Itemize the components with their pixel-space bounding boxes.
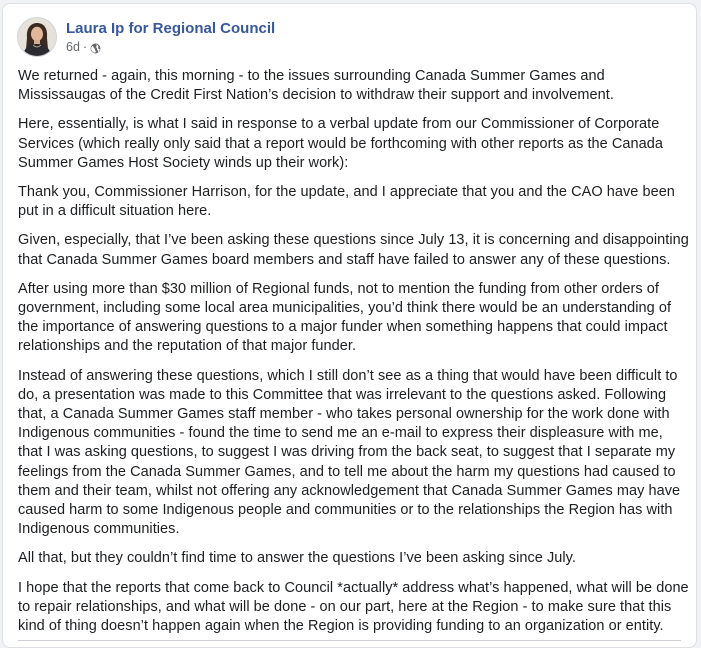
post-paragraph: Given, especially, that I’ve been asking these questions since July 13, it is concerning and disappointing that Canada Summer Games board members and staff have failed to answer any of these questions.	[18, 232, 689, 268]
avatar[interactable]	[17, 17, 57, 57]
globe-icon[interactable]	[90, 42, 101, 53]
post-divider	[18, 640, 681, 641]
post-paragraph: After using more than $30 million of Regional funds, not to mention the funding from other orders of government, including some local area municipalities, you’d think there would be an understanding of the importance of answering questions to a major funder when something happens that could impact relationships and the reputation of that major funder.	[18, 280, 672, 355]
post-card	[2, 3, 697, 648]
post-paragraph: All that, but they couldn’t find time to answer the questions I’ve been asking since July.	[18, 550, 576, 567]
post-paragraph: Thank you, Commissioner Harrison, for the update, and I appreciate that you and the CAO have been put in a difficult situation here.	[18, 184, 675, 220]
post-header	[17, 16, 275, 58]
post-text	[18, 67, 690, 646]
post-paragraph: Instead of answering these questions, which I still don’t see as a thing that would have been difficult to do, a presentation was made to this Committee that was irrelevant to the questions asked. Following that, a Canada Summer Games staff member - who takes personal ownership for the work done with Indigenous communities - found the time to send me an e-mail to express their displeasure with me, that I was asking questions, to suggest I was driving from the back seat, to suggest that I separate my feelings from the Canada Summer Games, and to tell me about the harm my questions had caused to them and their team, whilst not offering any acknowledgement that Canada Summer Games may have caused harm to some Indigenous people and communities or to the relationships the Region has with Indigenous communities.	[18, 367, 681, 538]
post-paragraph: We returned - again, this morning - to the issues surrounding Canada Summer Games and Mississaugas of the Credit First Nation’s decision to withdraw their support and involvement.	[18, 68, 614, 104]
post-paragraph: Here, essentially, is what I said in response to a verbal update from our Commissioner of Corporate Services (which really only said that a report would be forthcoming with other reports as the Canada Summer Games Host Society winds up their work):	[18, 116, 663, 171]
post-meta	[66, 19, 275, 55]
author-name-link[interactable]: Laura Ip for Regional Council	[66, 20, 276, 37]
post-time[interactable]: 6d	[66, 40, 80, 54]
post-paragraph: I hope that the reports that come back to Council *actually* address what’s happened, what will be done to repair relationships, and what will be done - on our part, here at the Region - to make sure that this kind of thing doesn’t happen again when the Region is providing funding to an organization or entity.	[18, 579, 689, 635]
post-timestamp-row	[66, 39, 275, 55]
meta-separator: ·	[82, 40, 88, 54]
